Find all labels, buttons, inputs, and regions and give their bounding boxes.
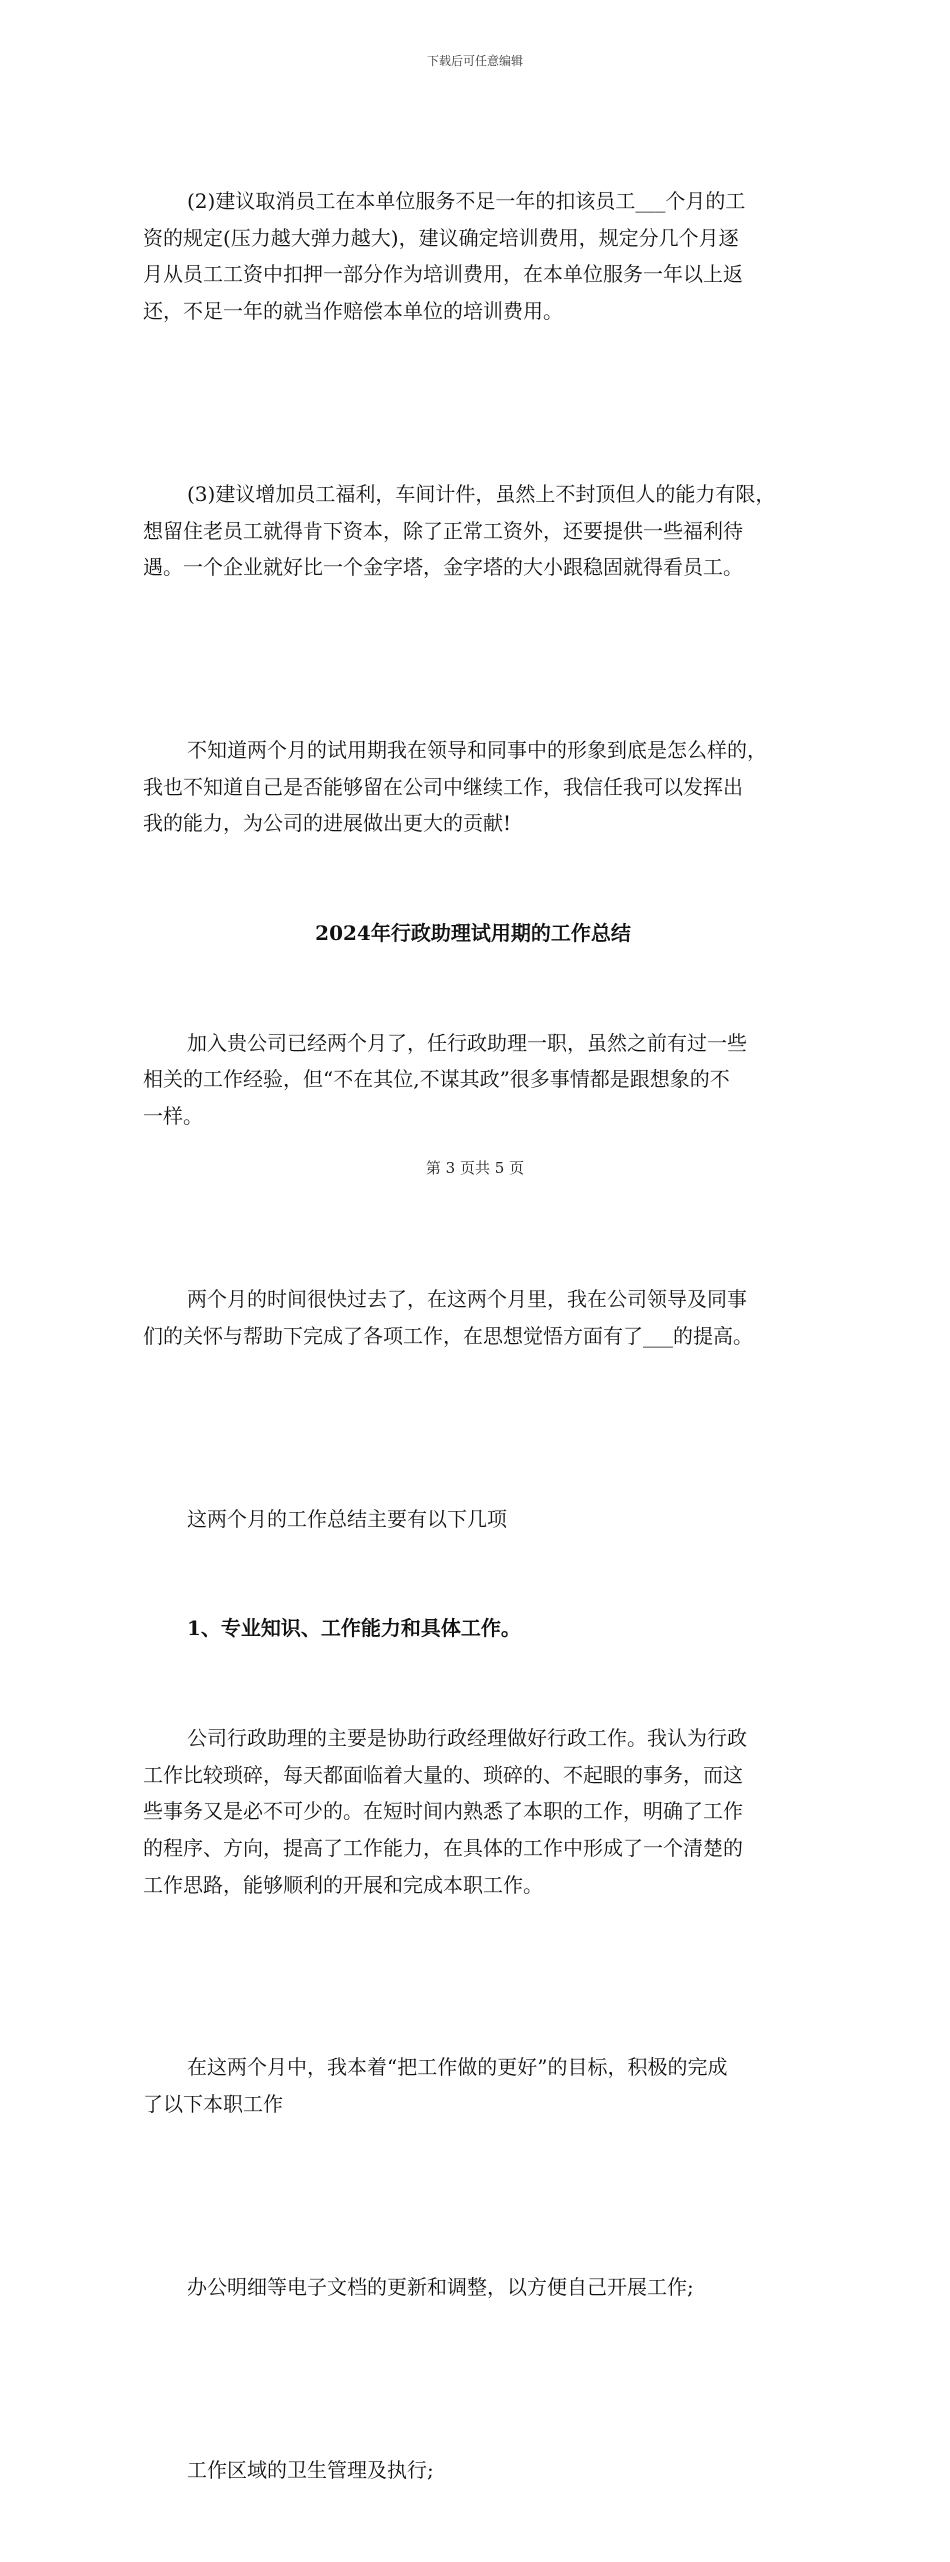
text-line: 了以下本职工作 xyxy=(143,2092,283,2117)
text-line: 加入贵公司已经两个月了，任行政助理一职，虽然之前有过一些 xyxy=(187,1030,747,1055)
text-line: 两个月的时间很快过去了，在这两个月里，我在公司领导及同事 xyxy=(187,1287,747,1311)
text-line: 工作思路，能够顺利的开展和完成本职工作。 xyxy=(143,1872,543,1897)
text-line: 的程序、方向，提高了工作能力，在具体的工作中形成了一个清楚的 xyxy=(143,1835,743,1860)
text-line: 我的能力，为公司的进展做出更大的贡献! xyxy=(143,811,512,836)
text-line: 公司行政助理的主要是协助行政经理做好行政工作。我认为行政 xyxy=(187,1726,747,1751)
paragraph-two-months xyxy=(143,1208,803,1428)
text-line: 一样。 xyxy=(143,1104,203,1129)
text-line: 还，不足一年的就当作赔偿本单位的培训费用。 xyxy=(143,298,563,323)
text-line: 月从员工工资中扣押一部分作为培训费用，在本单位服务一年以上返 xyxy=(143,262,743,287)
section-title: 2024年行政助理试用期的工作总结 xyxy=(315,921,631,946)
text-line: 些事务又是必不可少的。在短时间内熟悉了本职的工作，明确了工作 xyxy=(143,1799,743,1824)
text-line: 在这两个月中，我本着“把工作做的更好”的目标，积极的完成 xyxy=(187,2055,728,2080)
text-line: 想留住老员工就得肯下资本，除了正常工资外，还要提供一些福利待 xyxy=(143,518,743,543)
paragraph-item-hygiene xyxy=(143,2379,803,2562)
paragraph-duties xyxy=(143,1647,803,1976)
paragraph-goal xyxy=(143,1976,803,2196)
paragraph-item-documents xyxy=(143,2196,803,2379)
text-line: 办公明细等电子文档的更新和调整，以方便自己开展工作; xyxy=(187,2275,694,2300)
text-line: 不知道两个月的试用期我在领导和同事中的形象到底是怎么样的， xyxy=(187,738,767,763)
text-line: 工作比较琐碎，每天都面临着大量的、琐碎的、不起眼的事务，而这 xyxy=(143,1762,743,1787)
text-line: 资的规定(压力越大弹力越大)，建议确定培训费用，规定分几个月逐 xyxy=(143,225,739,250)
page-footer: 第 3 页共 5 页 xyxy=(425,1159,525,1177)
subheading-professional: 1、专业知识、工作能力和具体工作。 xyxy=(187,1616,521,1641)
paragraph-suggestion-3 xyxy=(143,403,803,659)
paragraph-suggestion-2 xyxy=(143,110,803,403)
text-line: 相关的工作经验，但“不在其位,不谋其政”很多事情都是跟想象的不 xyxy=(143,1067,730,1092)
text-line: (3)建议增加员工福利，车间计件，虽然上不封顶但人的能力有限， xyxy=(187,481,776,506)
text-line: 们的关怀与帮助下完成了各项工作，在思想觉悟方面有了___的提高。 xyxy=(143,1323,753,1348)
text-line: 遇。一个企业就好比一个金字塔，金字塔的大小跟稳固就得看员工。 xyxy=(143,555,743,580)
text-line: 工作区域的卫生管理及执行; xyxy=(187,2458,434,2482)
document-body xyxy=(143,110,803,2562)
text-line: 我也不知道自己是否能够留在公司中继续工作，我信任我可以发挥出 xyxy=(143,774,743,799)
page-header: 下载后可任意编辑 xyxy=(426,54,523,68)
paragraph-closing xyxy=(143,659,803,915)
paragraph-summary-lead xyxy=(143,1427,803,1610)
text-line: (2)建议取消员工在本单位服务不足一年的扣该员工___个月的工 xyxy=(187,189,746,214)
text-line: 这两个月的工作总结主要有以下几项 xyxy=(187,1506,507,1531)
